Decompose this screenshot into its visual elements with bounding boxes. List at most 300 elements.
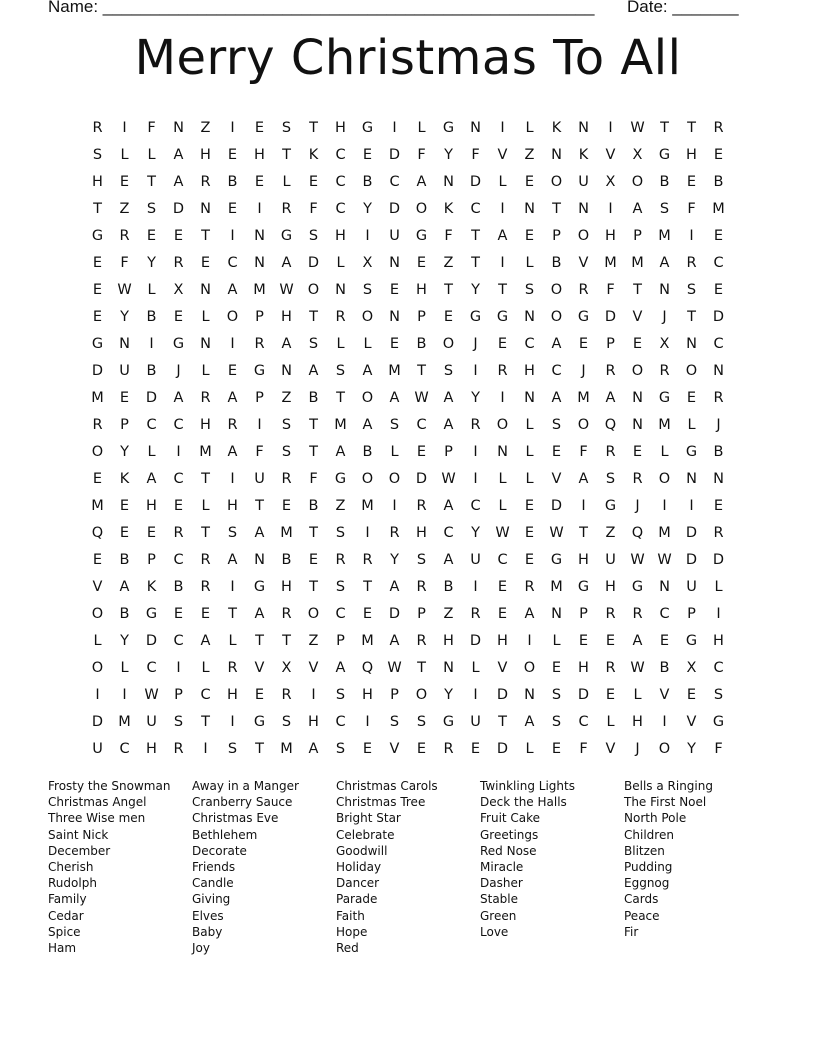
- grid-letter: P: [633, 227, 642, 244]
- grid-letter: E: [578, 335, 589, 352]
- grid-letter: S: [389, 713, 400, 730]
- grid-letter: I: [365, 227, 370, 244]
- grid-letter: V: [605, 146, 616, 163]
- word-bank-item: Red Nose: [480, 843, 537, 858]
- grid-letter: A: [227, 443, 238, 460]
- word-bank-item: Elves: [192, 908, 224, 923]
- grid-letter: D: [388, 605, 401, 622]
- grid-letter: S: [308, 335, 319, 352]
- grid-letter: G: [172, 335, 185, 352]
- grid-letter: Y: [120, 443, 129, 460]
- word-bank-item: Giving: [192, 892, 231, 907]
- grid-letter: I: [500, 119, 505, 136]
- grid-letter: T: [687, 308, 696, 325]
- word-search-grid: [84, 114, 732, 762]
- word-bank-item: Cranberry Sauce: [192, 795, 293, 810]
- grid-letter: R: [605, 605, 616, 622]
- grid-letter: M: [280, 740, 293, 757]
- grid-row: [84, 573, 732, 600]
- grid-letter: E: [119, 389, 130, 406]
- grid-letter: B: [119, 605, 130, 622]
- grid-letter: R: [119, 227, 130, 244]
- grid-letter: G: [145, 605, 158, 622]
- grid-letter: C: [659, 605, 670, 622]
- grid-letter: Y: [390, 551, 399, 568]
- grid-letter: S: [173, 713, 184, 730]
- grid-letter: A: [497, 227, 508, 244]
- grid-letter: G: [253, 713, 266, 730]
- grid-letter: L: [363, 335, 372, 352]
- grid-letter: R: [497, 362, 508, 379]
- grid-letter: N: [254, 551, 265, 568]
- grid-letter: S: [146, 200, 157, 217]
- grid-letter: O: [685, 362, 698, 379]
- grid-letter: G: [280, 227, 293, 244]
- grid-letter: J: [662, 308, 667, 325]
- grid-letter: A: [227, 551, 238, 568]
- grid-letter: U: [254, 470, 265, 487]
- grid-letter: L: [714, 578, 723, 595]
- grid-letter: R: [416, 632, 427, 649]
- grid-letter: V: [497, 659, 508, 676]
- grid-letter: C: [389, 173, 400, 190]
- grid-letter: F: [579, 740, 588, 757]
- grid-letter: H: [443, 632, 454, 649]
- grid-letter: K: [119, 470, 130, 487]
- grid-letter: R: [281, 200, 292, 217]
- grid-letter: C: [335, 200, 346, 217]
- grid-letter: A: [524, 713, 535, 730]
- grid-letter: E: [173, 497, 184, 514]
- grid-letter: J: [176, 362, 181, 379]
- grid-letter: T: [93, 200, 102, 217]
- grid-letter: L: [201, 308, 210, 325]
- grid-letter: P: [120, 416, 129, 433]
- grid-letter: E: [659, 632, 670, 649]
- grid-letter: N: [173, 119, 184, 136]
- grid-letter: J: [716, 416, 721, 433]
- grid-letter: Y: [147, 254, 156, 271]
- grid-row: [84, 276, 732, 303]
- word-bank-item: Christmas Angel: [48, 795, 147, 810]
- grid-letter: T: [687, 119, 696, 136]
- grid-letter: M: [658, 524, 671, 541]
- grid-letter: M: [199, 443, 212, 460]
- grid-letter: T: [309, 416, 318, 433]
- word-bank-item: Christmas Carols: [336, 779, 438, 793]
- word-bank-item: Red: [336, 941, 359, 956]
- word-bank-item: Children: [624, 827, 674, 842]
- grid-letter: W: [144, 686, 159, 703]
- word-bank-item: Candle: [192, 876, 234, 891]
- grid-letter: G: [577, 578, 590, 595]
- word-bank-item: Family: [48, 892, 87, 907]
- grid-letter: Z: [524, 146, 535, 163]
- grid-letter: L: [498, 497, 507, 514]
- grid-letter: T: [309, 443, 318, 460]
- grid-letter: Q: [631, 524, 644, 541]
- word-bank-item: Celebrate: [336, 827, 395, 842]
- grid-letter: P: [687, 605, 696, 622]
- grid-letter: G: [91, 335, 104, 352]
- grid-letter: A: [119, 578, 130, 595]
- word-bank-item: Friends: [192, 860, 236, 875]
- grid-letter: P: [579, 605, 588, 622]
- grid-letter: V: [92, 578, 103, 595]
- grid-letter: I: [230, 227, 235, 244]
- grid-row: [84, 465, 732, 492]
- grid-letter: G: [550, 551, 563, 568]
- grid-letter: G: [604, 497, 617, 514]
- grid-letter: G: [469, 308, 482, 325]
- grid-letter: J: [581, 362, 586, 379]
- grid-letter: A: [389, 578, 400, 595]
- grid-letter: G: [415, 227, 428, 244]
- grid-letter: D: [685, 551, 698, 568]
- grid-letter: E: [686, 389, 697, 406]
- grid-row: [84, 492, 732, 519]
- grid-letter: H: [146, 497, 157, 514]
- word-bank-item: Twinkling Lights: [480, 779, 575, 793]
- word-bank-item: Fruit Cake: [480, 811, 541, 826]
- word-bank-item: Greetings: [480, 827, 539, 842]
- grid-letter: X: [686, 659, 697, 676]
- grid-letter: X: [632, 146, 643, 163]
- grid-letter: G: [253, 362, 266, 379]
- grid-letter: E: [362, 740, 373, 757]
- grid-letter: Y: [120, 308, 129, 325]
- grid-letter: N: [713, 470, 724, 487]
- grid-letter: E: [713, 497, 724, 514]
- grid-letter: C: [524, 335, 535, 352]
- grid-letter: C: [200, 686, 211, 703]
- grid-letter: I: [689, 497, 694, 514]
- grid-letter: U: [578, 173, 589, 190]
- grid-letter: L: [471, 659, 480, 676]
- grid-letter: T: [309, 578, 318, 595]
- grid-letter: I: [257, 200, 262, 217]
- grid-row: [84, 357, 732, 384]
- grid-letter: E: [281, 497, 292, 514]
- grid-letter: O: [361, 308, 374, 325]
- grid-letter: N: [200, 281, 211, 298]
- word-bank-item: Cedar: [48, 908, 84, 923]
- word-bank-item: North Pole: [624, 811, 687, 826]
- grid-letter: B: [173, 578, 184, 595]
- grid-letter: B: [551, 254, 562, 271]
- grid-letter: R: [200, 551, 211, 568]
- grid-letter: N: [686, 470, 697, 487]
- grid-letter: R: [173, 254, 184, 271]
- grid-letter: I: [473, 443, 478, 460]
- grid-letter: V: [497, 146, 508, 163]
- word-bank-item: Away in a Manger: [192, 779, 299, 793]
- grid-letter: S: [416, 713, 427, 730]
- grid-letter: I: [203, 740, 208, 757]
- grid-letter: B: [362, 443, 373, 460]
- grid-letter: E: [470, 740, 481, 757]
- grid-letter: O: [496, 416, 509, 433]
- grid-row: [84, 735, 732, 762]
- grid-letter: H: [281, 308, 292, 325]
- grid-letter: V: [308, 659, 319, 676]
- grid-letter: D: [496, 740, 509, 757]
- grid-letter: I: [365, 713, 370, 730]
- grid-letter: F: [309, 470, 318, 487]
- grid-letter: F: [471, 146, 480, 163]
- name-field-label: Name: ____________________________________________________: [48, 0, 595, 16]
- grid-letter: N: [119, 335, 130, 352]
- grid-letter: S: [308, 227, 319, 244]
- grid-letter: D: [388, 146, 401, 163]
- grid-letter: D: [145, 389, 158, 406]
- grid-letter: N: [524, 308, 535, 325]
- word-bank-column: [624, 778, 768, 956]
- grid-letter: A: [254, 605, 265, 622]
- grid-letter: D: [388, 200, 401, 217]
- grid-letter: I: [473, 470, 478, 487]
- grid-letter: Y: [687, 740, 696, 757]
- grid-letter: Y: [120, 632, 129, 649]
- grid-letter: S: [713, 686, 724, 703]
- grid-letter: N: [254, 227, 265, 244]
- grid-letter: M: [712, 200, 725, 217]
- grid-letter: M: [631, 254, 644, 271]
- grid-letter: N: [200, 200, 211, 217]
- grid-letter: Z: [119, 200, 130, 217]
- grid-letter: N: [200, 335, 211, 352]
- grid-letter: D: [496, 686, 509, 703]
- grid-letter: E: [92, 254, 103, 271]
- grid-letter: B: [443, 578, 454, 595]
- grid-letter: S: [551, 686, 562, 703]
- grid-letter: D: [172, 200, 185, 217]
- grid-letter: L: [525, 254, 534, 271]
- grid-letter: I: [230, 335, 235, 352]
- grid-letter: E: [686, 173, 697, 190]
- grid-letter: A: [173, 389, 184, 406]
- grid-letter: O: [577, 416, 590, 433]
- word-bank-item: Blitzen: [624, 843, 665, 858]
- grid-letter: O: [658, 470, 671, 487]
- grid-letter: O: [361, 389, 374, 406]
- grid-letter: A: [173, 146, 184, 163]
- grid-letter: T: [417, 659, 426, 676]
- grid-letter: U: [470, 713, 481, 730]
- grid-letter: F: [147, 119, 156, 136]
- grid-letter: D: [685, 524, 698, 541]
- grid-letter: Q: [91, 524, 104, 541]
- grid-letter: R: [659, 362, 670, 379]
- date-field-label: Date: _______: [627, 0, 739, 16]
- grid-letter: M: [118, 713, 131, 730]
- grid-letter: I: [500, 200, 505, 217]
- grid-letter: A: [659, 254, 670, 271]
- grid-letter: R: [713, 389, 724, 406]
- grid-letter: G: [442, 713, 455, 730]
- grid-letter: A: [173, 173, 184, 190]
- grid-letter: R: [713, 524, 724, 541]
- grid-letter: Z: [443, 605, 454, 622]
- grid-letter: R: [605, 362, 616, 379]
- grid-letter: T: [201, 713, 210, 730]
- grid-letter: T: [201, 524, 210, 541]
- grid-letter: R: [281, 470, 292, 487]
- grid-letter: B: [146, 308, 157, 325]
- grid-letter: B: [308, 389, 319, 406]
- grid-letter: H: [416, 524, 427, 541]
- grid-letter: W: [279, 281, 294, 298]
- grid-letter: H: [281, 578, 292, 595]
- grid-letter: P: [444, 443, 453, 460]
- grid-letter: C: [173, 416, 184, 433]
- grid-letter: G: [334, 470, 347, 487]
- grid-letter: H: [335, 227, 346, 244]
- grid-letter: B: [227, 173, 238, 190]
- grid-row: [84, 114, 732, 141]
- grid-letter: I: [473, 578, 478, 595]
- grid-letter: L: [201, 497, 210, 514]
- grid-letter: O: [442, 335, 455, 352]
- grid-letter: O: [631, 362, 644, 379]
- grid-letter: I: [122, 119, 127, 136]
- grid-letter: V: [389, 740, 400, 757]
- grid-letter: E: [524, 497, 535, 514]
- grid-letter: T: [228, 605, 237, 622]
- grid-row: [84, 249, 732, 276]
- grid-letter: E: [119, 524, 130, 541]
- grid-letter: R: [281, 605, 292, 622]
- grid-letter: W: [117, 281, 132, 298]
- word-bank-item: The First Noel: [624, 795, 707, 810]
- word-bank-item: Frosty the Snowman: [48, 779, 171, 793]
- grid-letter: W: [441, 470, 456, 487]
- grid-letter: V: [632, 308, 643, 325]
- grid-letter: D: [415, 470, 428, 487]
- grid-letter: E: [92, 470, 103, 487]
- grid-letter: A: [200, 632, 211, 649]
- grid-letter: A: [362, 416, 373, 433]
- grid-letter: E: [713, 227, 724, 244]
- grid-row: [84, 654, 732, 681]
- grid-row: [84, 546, 732, 573]
- grid-letter: E: [524, 524, 535, 541]
- grid-letter: B: [713, 443, 724, 460]
- grid-letter: S: [551, 416, 562, 433]
- grid-letter: C: [416, 416, 427, 433]
- grid-letter: I: [257, 416, 262, 433]
- word-bank-item: Fir: [624, 924, 639, 939]
- grid-letter: N: [551, 605, 562, 622]
- grid-letter: R: [578, 281, 589, 298]
- grid-letter: O: [91, 659, 104, 676]
- grid-letter: M: [280, 524, 293, 541]
- grid-letter: T: [417, 362, 426, 379]
- grid-letter: L: [336, 335, 345, 352]
- grid-letter: N: [524, 200, 535, 217]
- grid-letter: N: [551, 146, 562, 163]
- grid-letter: M: [604, 254, 617, 271]
- grid-row: [84, 303, 732, 330]
- grid-letter: E: [389, 281, 400, 298]
- word-bank-item: Peace: [624, 908, 660, 923]
- grid-letter: T: [498, 713, 507, 730]
- grid-letter: L: [525, 740, 534, 757]
- grid-letter: I: [311, 686, 316, 703]
- grid-letter: L: [498, 470, 507, 487]
- grid-letter: L: [525, 443, 534, 460]
- grid-letter: C: [173, 551, 184, 568]
- grid-letter: K: [443, 200, 454, 217]
- grid-letter: F: [687, 200, 696, 217]
- grid-letter: G: [253, 578, 266, 595]
- grid-letter: L: [390, 443, 399, 460]
- grid-letter: P: [174, 686, 183, 703]
- grid-letter: H: [524, 362, 535, 379]
- word-bank-item: Stable: [480, 892, 519, 907]
- grid-letter: E: [254, 686, 265, 703]
- grid-letter: H: [200, 416, 211, 433]
- grid-letter: B: [119, 551, 130, 568]
- grid-letter: H: [605, 227, 616, 244]
- grid-letter: C: [578, 713, 589, 730]
- grid-letter: G: [685, 632, 698, 649]
- grid-letter: V: [254, 659, 265, 676]
- grid-letter: A: [254, 524, 265, 541]
- grid-letter: Z: [308, 632, 319, 649]
- grid-letter: A: [335, 659, 346, 676]
- word-bank-item: Dasher: [480, 876, 523, 891]
- grid-letter: O: [631, 173, 644, 190]
- grid-letter: G: [442, 119, 455, 136]
- grid-letter: E: [254, 173, 265, 190]
- grid-letter: F: [579, 443, 588, 460]
- grid-letter: D: [91, 362, 104, 379]
- grid-letter: H: [308, 713, 319, 730]
- grid-letter: E: [497, 605, 508, 622]
- word-bank-item: Green: [480, 908, 517, 923]
- grid-letter: I: [662, 497, 667, 514]
- grid-letter: O: [523, 659, 536, 676]
- grid-letter: C: [713, 254, 724, 271]
- grid-letter: G: [658, 146, 671, 163]
- grid-letter: A: [281, 335, 292, 352]
- word-bank-item: Bells a Ringing: [624, 779, 713, 793]
- grid-letter: I: [176, 659, 181, 676]
- grid-letter: G: [658, 389, 671, 406]
- grid-letter: M: [91, 497, 104, 514]
- grid-letter: E: [119, 173, 130, 190]
- grid-letter: O: [307, 605, 320, 622]
- grid-letter: Y: [444, 146, 453, 163]
- grid-letter: O: [658, 740, 671, 757]
- grid-letter: E: [92, 308, 103, 325]
- grid-letter: V: [686, 713, 697, 730]
- grid-letter: E: [578, 632, 589, 649]
- grid-letter: B: [416, 335, 427, 352]
- grid-letter: S: [227, 524, 238, 541]
- grid-letter: R: [632, 605, 643, 622]
- grid-letter: N: [443, 173, 454, 190]
- grid-letter: R: [281, 686, 292, 703]
- grid-letter: M: [91, 389, 104, 406]
- grid-letter: Y: [444, 686, 453, 703]
- grid-letter: V: [551, 470, 562, 487]
- grid-letter: C: [146, 659, 157, 676]
- grid-letter: H: [146, 740, 157, 757]
- grid-letter: E: [416, 443, 427, 460]
- grid-letter: S: [281, 713, 292, 730]
